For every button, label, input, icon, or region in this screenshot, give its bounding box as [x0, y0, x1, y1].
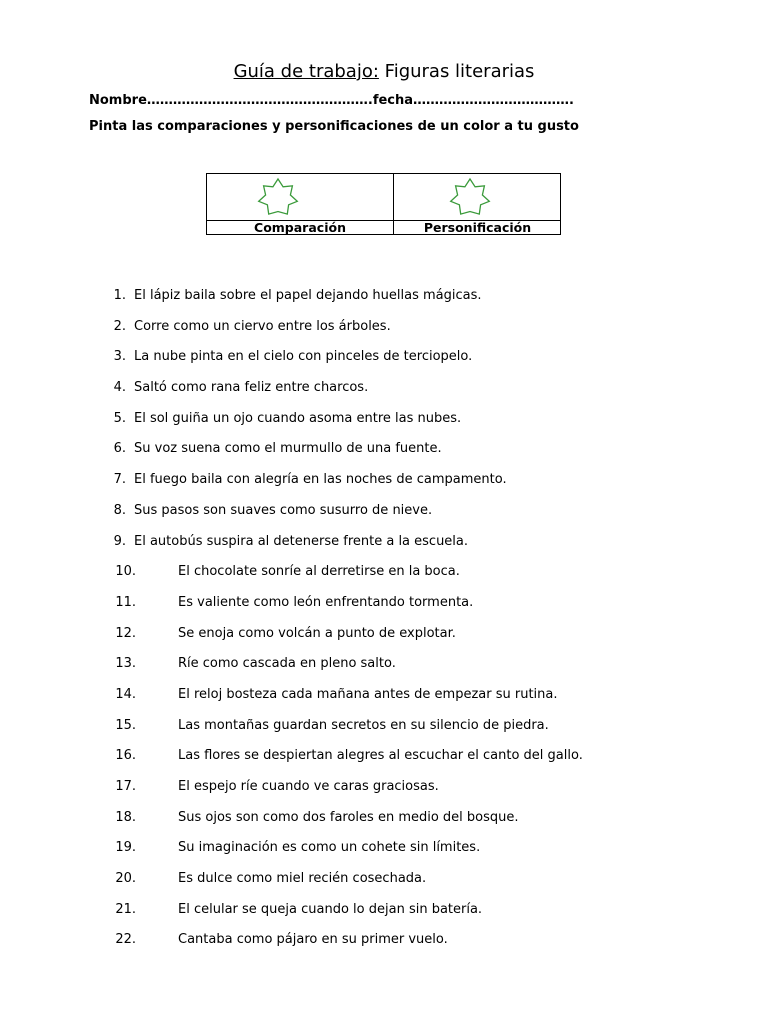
title-subject: Figuras literarias: [378, 61, 535, 82]
item-text: Saltó como rana feliz entre charcos.: [134, 380, 369, 396]
item-text: Sus ojos son como dos faroles en medio del bosque.: [178, 809, 519, 825]
item-text: El reloj bosteza cada mañana antes de empezar su rutina.: [178, 686, 558, 702]
item-number: 22.: [115, 932, 136, 948]
item-text: Corre como un ciervo entre los árboles.: [134, 318, 391, 334]
list-item: [0, 532, 768, 563]
item-number: 11.: [115, 594, 136, 610]
list-item: [0, 746, 768, 777]
item-number: 14.: [115, 686, 136, 702]
legend-label-comparison: Comparación: [207, 220, 393, 235]
list-item: [0, 685, 768, 716]
item-number: 21.: [115, 901, 136, 917]
item-text: Ríe como cascada en pleno salto.: [178, 656, 396, 672]
item-number: 6.: [113, 441, 126, 457]
list-item: [0, 716, 768, 747]
item-number: 18.: [115, 809, 136, 825]
item-text: El celular se queja cuando lo dejan sin batería.: [178, 901, 483, 917]
list-item: [0, 347, 768, 378]
item-text: Su voz suena como el murmullo de una fuente.: [134, 441, 442, 457]
item-number: 5.: [113, 410, 126, 426]
item-text: Su imaginación es como un cohete sin límites.: [178, 840, 481, 856]
item-text: La nube pinta en el cielo con pinceles de terciopelo.: [134, 349, 473, 365]
item-text: Sus pasos son suaves como susurro de nieve.: [134, 502, 433, 518]
list-item: [0, 470, 768, 501]
item-text: El autobús suspira al detenerse frente a la escuela.: [134, 533, 469, 549]
instruction-text: Pinta las comparaciones y personificaciones de un color a tu gusto: [89, 119, 579, 134]
name-date-line: Nombre…………………………………………….fecha……………………………….: [89, 93, 574, 108]
item-text: Las montañas guardan secretos en su silencio de piedra.: [178, 717, 549, 733]
item-number: 15.: [115, 717, 136, 733]
list-item: [0, 439, 768, 470]
item-text: Es dulce como miel recién cosechada.: [178, 871, 427, 887]
item-number: 20.: [115, 871, 136, 887]
item-text: El lápiz baila sobre el papel dejando huellas mágicas.: [134, 288, 482, 303]
star-icon: [249, 177, 307, 219]
list-item: [0, 624, 768, 655]
item-number: 4.: [113, 380, 126, 396]
list-item: [0, 777, 768, 808]
star-icon: [441, 177, 499, 219]
list-item: [0, 593, 768, 624]
list-item: [0, 869, 768, 900]
item-number: 2.: [113, 318, 126, 334]
list-item: [0, 501, 768, 532]
item-number: 16.: [115, 748, 136, 764]
list-item: [0, 562, 768, 593]
item-number: 12.: [115, 625, 136, 641]
item-number: 7.: [113, 472, 126, 488]
title-prefix: Guía de trabajo:: [233, 61, 379, 82]
item-text: Cantaba como pájaro en su primer vuelo.: [178, 932, 448, 948]
item-text: Las flores se despiertan alegres al escuchar el canto del gallo.: [178, 748, 583, 764]
list-item: [0, 930, 768, 961]
item-number: 17.: [115, 779, 136, 794]
legend-label-personification: Personificación: [394, 220, 561, 235]
item-number: 9.: [113, 533, 126, 549]
sentence-list: [0, 286, 768, 961]
list-item: [0, 286, 768, 317]
item-number: 19.: [115, 840, 136, 856]
list-item: [0, 378, 768, 409]
item-number: 13.: [115, 656, 136, 672]
item-text: El fuego baila con alegría en las noches de campamento.: [134, 472, 507, 488]
list-item: [0, 900, 768, 931]
legend-cell-comparison: [207, 174, 394, 234]
item-text: Es valiente como león enfrentando tormenta.: [178, 594, 474, 610]
item-text: Se enoja como volcán a punto de explotar.: [178, 625, 456, 641]
list-item: [0, 808, 768, 839]
item-number: 10.: [115, 564, 136, 580]
list-item: [0, 317, 768, 348]
item-number: 3.: [113, 349, 126, 365]
item-number: 1.: [113, 288, 126, 303]
item-text: El chocolate sonríe al derretirse en la boca.: [178, 564, 460, 580]
legend-table: [206, 173, 561, 235]
item-text: El sol guiña un ojo cuando asoma entre las nubes.: [134, 410, 462, 426]
item-number: 8.: [113, 502, 126, 518]
list-item: [0, 654, 768, 685]
item-text: El espejo ríe cuando ve caras graciosas.: [178, 779, 439, 794]
list-item: [0, 838, 768, 869]
legend-cell-personification: [394, 174, 561, 234]
page-title: [0, 60, 768, 84]
list-item: [0, 409, 768, 440]
